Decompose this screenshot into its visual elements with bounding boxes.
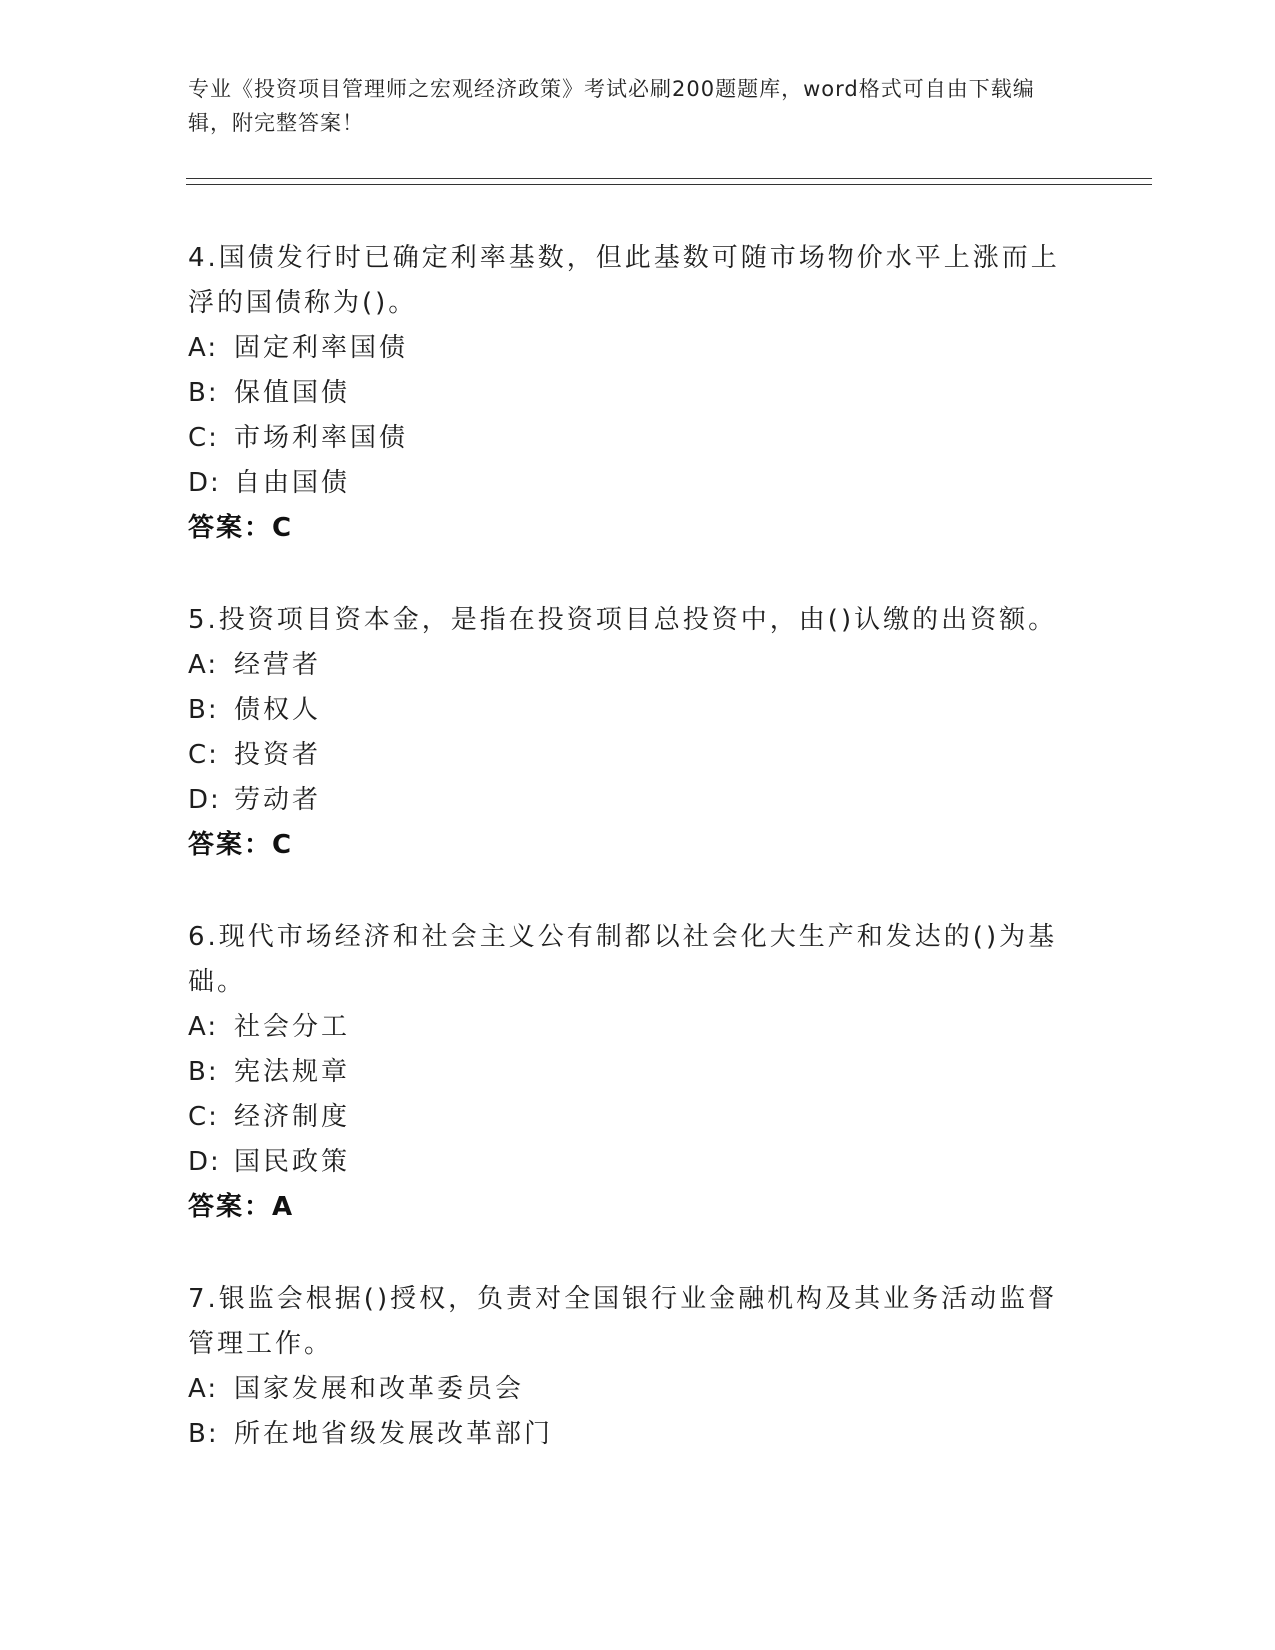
option-text: 经济制度 bbox=[234, 1102, 351, 1132]
document-header: 专业《投资项目管理师之宏观经济政策》考试必刷200题题库，word格式可自由下载编辑，附完整答案！ bbox=[188, 77, 1035, 135]
option-b bbox=[188, 1050, 1068, 1095]
option-text: 国民政策 bbox=[234, 1147, 351, 1177]
option-key: B: bbox=[188, 1419, 219, 1449]
header-divider-top bbox=[186, 178, 1152, 179]
option-text: 保值国债 bbox=[234, 378, 351, 408]
option-key: D: bbox=[188, 468, 221, 498]
option-d bbox=[188, 778, 1068, 823]
option-text: 社会分工 bbox=[234, 1012, 351, 1042]
option-text: 经营者 bbox=[234, 650, 322, 680]
option-c bbox=[188, 733, 1068, 778]
question-4 bbox=[188, 236, 1068, 551]
option-text: 劳动者 bbox=[234, 785, 322, 815]
option-d bbox=[188, 461, 1068, 506]
option-key: D: bbox=[188, 1147, 221, 1177]
option-key: A: bbox=[188, 1374, 219, 1404]
option-d bbox=[188, 1140, 1068, 1185]
option-a bbox=[188, 643, 1068, 688]
option-key: A: bbox=[188, 333, 219, 363]
option-key: A: bbox=[188, 1012, 219, 1042]
option-text: 自由国债 bbox=[234, 468, 351, 498]
option-b bbox=[188, 688, 1068, 733]
question-5 bbox=[188, 598, 1068, 868]
option-key: C: bbox=[188, 1102, 219, 1132]
option-key: C: bbox=[188, 740, 219, 770]
option-text: 投资者 bbox=[234, 740, 322, 770]
option-key: B: bbox=[188, 1057, 219, 1087]
option-text: 宪法规章 bbox=[234, 1057, 351, 1087]
option-a bbox=[188, 1005, 1068, 1050]
option-text: 债权人 bbox=[234, 695, 322, 725]
answer: 答案：C bbox=[188, 830, 294, 860]
option-text: 国家发展和改革委员会 bbox=[234, 1374, 525, 1404]
question-6 bbox=[188, 915, 1068, 1230]
question-title: 4.国债发行时已确定利率基数，但此基数可随市场物价水平上涨而上浮的国债称为()。 bbox=[188, 243, 1060, 318]
question-title: 6.现代市场经济和社会主义公有制都以社会化大生产和发达的()为基础。 bbox=[188, 922, 1058, 997]
option-key: D: bbox=[188, 785, 221, 815]
option-text: 市场利率国债 bbox=[234, 423, 409, 453]
option-key: B: bbox=[188, 695, 219, 725]
option-key: C: bbox=[188, 423, 219, 453]
answer: 答案：C bbox=[188, 513, 294, 543]
answer: 答案：A bbox=[188, 1192, 295, 1222]
option-b bbox=[188, 371, 1068, 416]
option-key: B: bbox=[188, 378, 219, 408]
header-divider-bottom bbox=[186, 184, 1152, 185]
option-a bbox=[188, 326, 1068, 371]
option-key: A: bbox=[188, 650, 219, 680]
option-text: 所在地省级发展改革部门 bbox=[234, 1419, 554, 1449]
option-b bbox=[188, 1412, 1068, 1457]
question-title: 7.银监会根据()授权，负责对全国银行业金融机构及其业务活动监督管理工作。 bbox=[188, 1284, 1058, 1359]
option-text: 固定利率国债 bbox=[234, 333, 409, 363]
question-7 bbox=[188, 1277, 1068, 1457]
option-a bbox=[188, 1367, 1068, 1412]
option-c bbox=[188, 416, 1068, 461]
option-c bbox=[188, 1095, 1068, 1140]
question-title: 5.投资项目资本金，是指在投资项目总投资中，由()认缴的出资额。 bbox=[188, 605, 1058, 635]
